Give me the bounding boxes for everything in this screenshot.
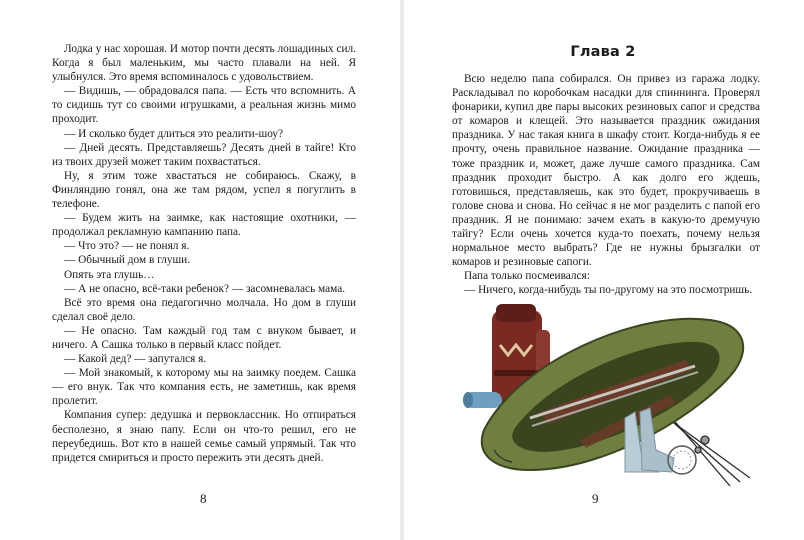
paragraph: Лодка у нас хорошая. И мотор почти десять лошадиных сил. Когда я был маленьким, мы часто плавали на ней. Я улыбнулся. Это время вспоминалось с удовольствием. xyxy=(52,43,356,84)
paragraph: Опять эта глушь… xyxy=(64,268,155,281)
paragraph: — Видишь, — обрадовался папа. — Есть что вспомнить. А то сидишь тут со своими игрушками, а реальная жизнь мимо проходит. xyxy=(52,85,356,126)
paragraph: Ну, я этим тоже хвастаться не собираюсь. Скажу, в Финляндию гонял, она же там рядом, успел я погуглить в телефоне. xyxy=(52,169,356,211)
fishing-rods-icon xyxy=(665,415,750,486)
paragraph: Компания супер: дедушка и первоклассник. Но отпираться бесполезно, я знаю папу. Если он что-то решил, его не переубедишь. Вот кто в нашей семье самый упрямый. Так что придется смириться и просто пережить эти десять дней. xyxy=(52,409,356,464)
paragraph: Всю неделю папа собирался. Он привез из гаража лодку. Раскладывал по коробочкам насадки для спиннинга. Проверял фонарики, купил две пары высоких резиновых сапог и средства от комаров и клещей. Это называется праздник ожидания праздника. У нас такая книга в шкафу стоит. Когда-нибудь я ее прочту, очень правильное название. Ожидание праздника — тоже праздник и, может, даже лучше самого праздника. Сам праздник проходит быстро. А как долго его ждешь, готовишься, представляешь, как это будет, прокручиваешь в голове снова и снова. Но сейчас я не мог разделить с папой его праздник. Я не понимаю: зачем ехать в какую-то дремучую тайгу? Если очень хочется куда-то поехать, почему нельзя нормальное место выбрать? Где не нужны брызгалки от комаров и резиновые сапоги. xyxy=(452,73,760,269)
paragraph: — А не опасно, всё-таки ребенок? — засомневалась мама. xyxy=(64,282,346,295)
right-page xyxy=(402,0,804,540)
paragraph: — Ничего, когда-нибудь ты по-другому на это посмотришь. xyxy=(464,284,753,297)
paragraph: — Обычный дом в глуши. xyxy=(64,254,191,267)
page-number-right: 9 xyxy=(592,491,599,506)
right-page-text xyxy=(452,72,760,298)
boat-illustration xyxy=(460,300,760,486)
paragraph: — И сколько будет длиться это реалити-шоу? xyxy=(64,127,284,140)
paragraph: — Дней десять. Представляешь? Десять дней в тайге! Кто из твоих друзей может таким похвастаться. xyxy=(52,141,356,168)
paragraph: Папа только посмеивался: xyxy=(464,270,590,283)
page-number-left: 8 xyxy=(200,491,207,506)
paragraph: — Мой знакомый, к которому мы на заимку поедем. Сашка — его внук. Так что компания есть, не заметишь, как время пролетит. xyxy=(52,367,356,408)
paragraph: Всё это время она педагогично молчала. Но дом в глуши сделал своё дело. xyxy=(52,296,356,323)
paragraph: — Что это? — не понял я. xyxy=(64,240,190,253)
left-page-text xyxy=(52,42,356,465)
paragraph: — Будем жить на заимке, как настоящие охотники, — продолжал рекламную кампанию папа. xyxy=(52,212,356,239)
sleeping-mat-icon xyxy=(463,392,502,408)
paragraph: — Не опасно. Там каждый год там с внуком бывает, и ничего. А Сашка только в первый класс пойдет. xyxy=(52,324,356,351)
chapter-title: Глава 2 xyxy=(570,44,636,60)
paragraph: — Какой дед? — запутался я. xyxy=(64,353,207,366)
